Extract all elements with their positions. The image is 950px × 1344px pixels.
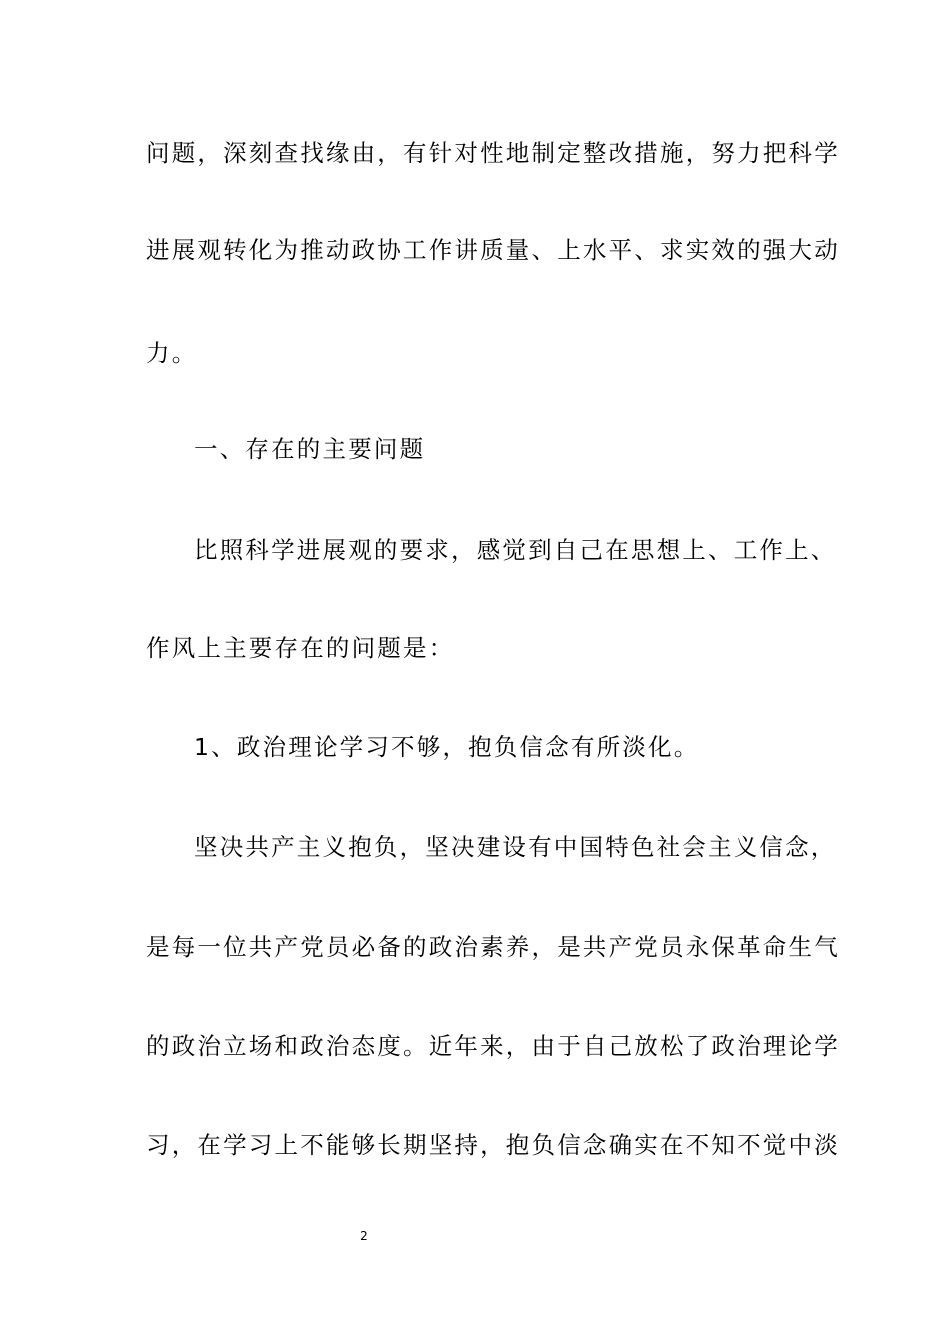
paragraph-line-10: 的政治立场和政治态度。近年来，由于自己放松了政治理论学 [146,1032,840,1060]
section-heading: 一、存在的主要问题 [194,435,426,463]
page-number: 2 [360,1229,368,1243]
paragraph-line-3: 力。 [146,339,198,367]
subsection-heading: 1、政治理论学习不够，抱负信念有所淡化。 [194,733,700,761]
paragraph-line-8: 坚决共产主义抱负，坚决建设有中国特色社会主义信念， [194,833,837,861]
paragraph-line-11: 习，在学习上不能够长期坚持，抱负信念确实在不知不觉中淡 [146,1131,840,1159]
paragraph-line-1: 问题，深刻查找缘由，有针对性地制定整改措施，努力把科学 [146,139,840,167]
paragraph-line-5: 比照科学进展观的要求，感觉到自己在思想上、工作上、 [194,536,837,564]
paragraph-line-9: 是每一位共产党员必备的政治素养，是共产党员永保革命生气 [146,933,840,961]
paragraph-line-2: 进展观转化为推动政协工作讲质量、上水平、求实效的强大动 [146,236,840,264]
paragraph-line-6: 作风上主要存在的问题是： [146,634,455,662]
